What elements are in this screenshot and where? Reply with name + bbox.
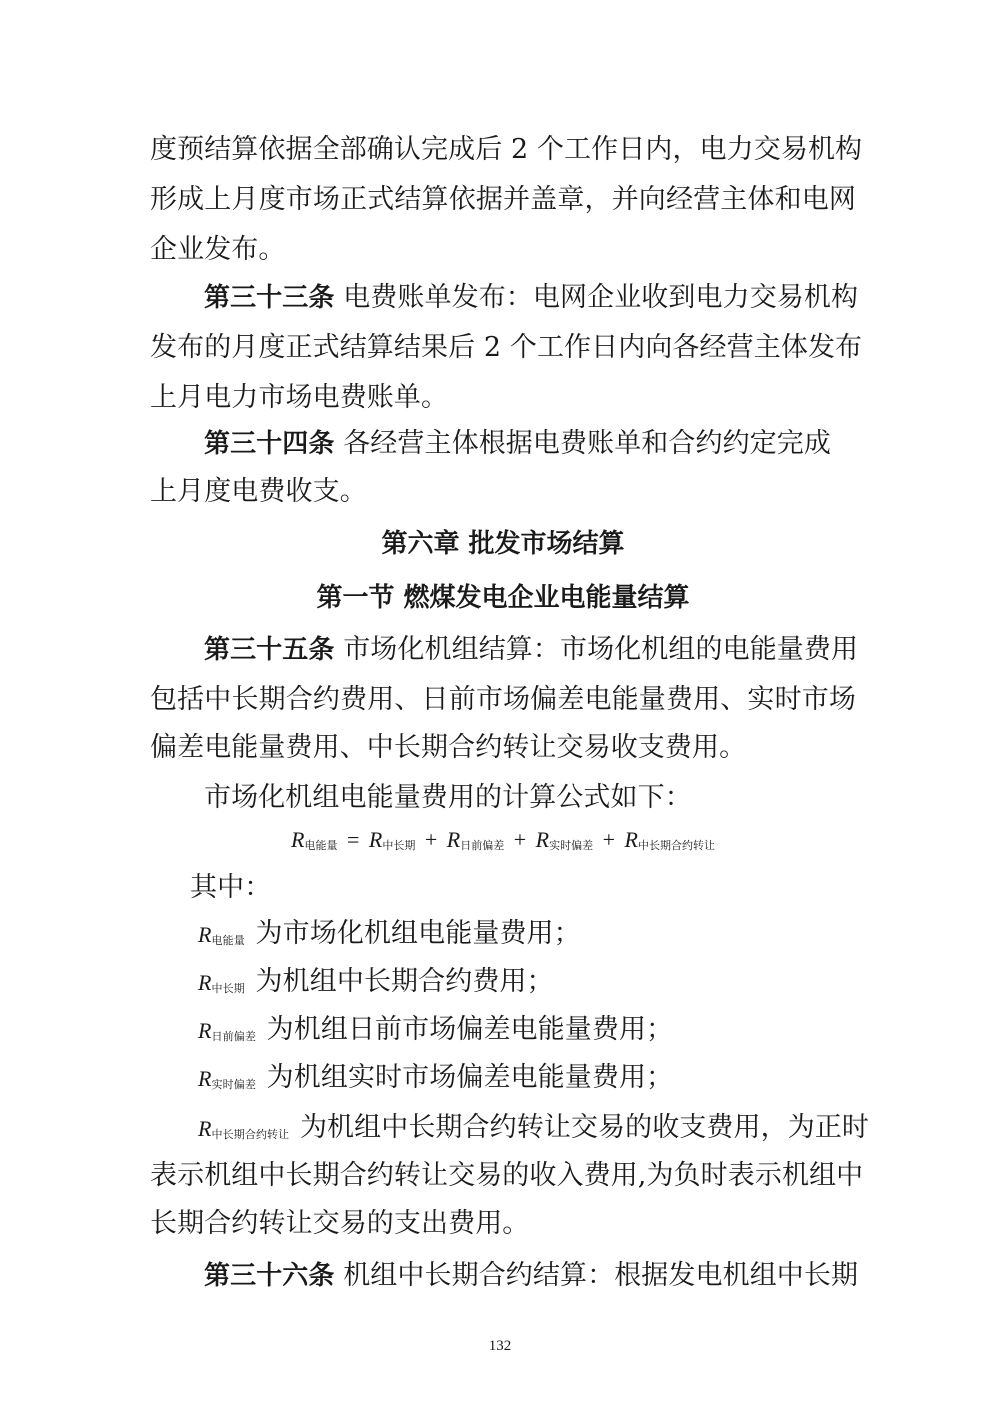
- formula-subscript: 实时偏差: [549, 839, 594, 852]
- article-text: 机组中长期合约结算：根据发电机组中长期: [343, 1260, 859, 1291]
- article-text: 市场化机组结算：市场化机组的电能量费用: [343, 634, 859, 665]
- article-36: [204, 1256, 859, 1296]
- paragraph-line: 度预结算依据全部确认完成后 2 个工作日内，电力交易机构: [150, 134, 863, 165]
- definition-rt: [198, 1058, 904, 1105]
- formula-operator: +: [513, 827, 527, 852]
- formula-subscript: 实时偏差: [211, 1078, 256, 1091]
- article-title: 第三十六条: [204, 1261, 335, 1291]
- paragraph-line: 上月度电费收支。: [150, 476, 367, 507]
- formula-operator: +: [424, 827, 438, 852]
- article-title: 第三十五条: [204, 635, 335, 665]
- formula-symbol: R: [198, 1066, 212, 1091]
- paragraph-line: 形成上月度市场正式结算依据并盖章，并向经营主体和电网: [150, 184, 856, 215]
- formula-symbol: R: [624, 827, 638, 852]
- definition-total: [198, 914, 904, 961]
- article-title: 第三十四条: [204, 429, 335, 459]
- formula-symbol: R: [291, 827, 305, 852]
- formula-subscript: 电能量: [211, 934, 245, 947]
- paragraph-line: 发布的月度正式结算结果后 2 个工作日内向各经营主体发布: [150, 332, 863, 363]
- formula-subscript: 中长期合约转让: [211, 1128, 290, 1141]
- formula-symbol: R: [368, 827, 383, 852]
- paragraph-line: 偏差电能量费用、中长期合约转让交易收支费用。: [150, 732, 747, 763]
- paragraph-line: 企业发布。: [150, 234, 286, 265]
- paragraph-line: 长期合约转让交易的支出费用。: [150, 1208, 530, 1239]
- definition-text: 为机组中长期合约转让交易的收支费用，为正时: [299, 1112, 870, 1143]
- definition-da: [198, 1010, 904, 1057]
- definition-text: 为机组中长期合约费用；: [255, 966, 554, 997]
- formula-subscript: 中长期合约转让: [637, 839, 715, 852]
- paragraph-line: 包括中长期合约费用、日前市场偏差电能量费用、实时市场: [150, 684, 856, 715]
- formula-operator: =: [346, 827, 360, 852]
- formula-intro: 市场化机组电能量费用的计算公式如下：: [204, 782, 692, 813]
- formula-symbol: R: [535, 827, 550, 852]
- paragraph-line: 表示机组中长期合约转让交易的收入费用,为负时表示机组中: [150, 1160, 864, 1191]
- chapter-heading: 第六章 批发市场结算: [381, 529, 625, 559]
- formula-subscript: 中长期: [211, 982, 245, 995]
- page-number: 132: [488, 1338, 512, 1354]
- article-35: [204, 630, 859, 670]
- article-34: [204, 424, 856, 464]
- formula-operator: +: [602, 827, 616, 852]
- article-33: [204, 278, 859, 318]
- where-label: 其中：: [190, 872, 272, 903]
- formula-symbol: R: [198, 970, 212, 995]
- article-title: 第三十三条: [204, 283, 335, 313]
- formula-symbol: R: [198, 922, 212, 947]
- paragraph-line: 上月电力市场电费账单。: [150, 382, 449, 413]
- formula-subscript: 日前偏差: [211, 1030, 256, 1043]
- formula-subscript: 日前偏差: [460, 839, 505, 852]
- formula: [150, 820, 856, 866]
- definition-transfer: [198, 1108, 870, 1155]
- definition-mlt: [198, 962, 904, 1009]
- formula-symbol: R: [198, 1116, 212, 1141]
- definition-text: 为机组实时市场偏差电能量费用；: [266, 1062, 674, 1093]
- formula-symbol: R: [198, 1018, 212, 1043]
- formula-symbol: R: [446, 827, 461, 852]
- article-text: 各经营主体根据电费账单和合约约定完成: [343, 428, 832, 459]
- definition-text: 为机组日前市场偏差电能量费用；: [266, 1014, 674, 1045]
- definition-text: 为市场化机组电能量费用；: [255, 918, 581, 949]
- section-heading: 第一节 燃煤发电企业电能量结算: [316, 583, 690, 613]
- formula-subscript: 中长期: [382, 839, 416, 852]
- article-text: 电费账单发布：电网企业收到电力交易机构: [343, 282, 859, 313]
- formula-subscript: 电能量: [304, 839, 338, 852]
